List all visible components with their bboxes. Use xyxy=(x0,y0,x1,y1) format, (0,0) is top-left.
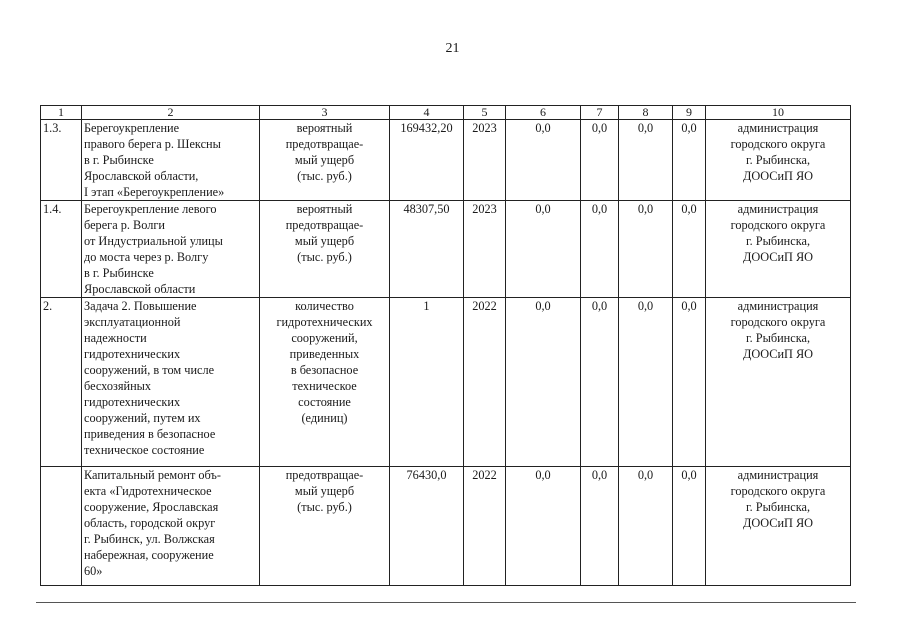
indicator-name: вероятный предотвращае- мый ущерб (тыс. руб.) xyxy=(260,120,390,201)
program-table xyxy=(40,105,851,586)
indicator-name: количество гидротехнических сооружений, приведенных в безопасное техническое состояние (единиц) xyxy=(260,298,390,467)
value-col8: 0,0 xyxy=(619,298,673,467)
measure-name: Задача 2. Повышение эксплуатационной надежности гидротехнических сооружений, в том числе бесхозяйных гидротехнических сооружений, путем их приведения в безопасное техническое состояние xyxy=(82,298,260,467)
executor: администрация городского округа г. Рыбинска, ДООСиП ЯО xyxy=(706,298,851,467)
value-col7: 0,0 xyxy=(581,201,619,298)
table-row xyxy=(41,467,851,586)
value-col8: 0,0 xyxy=(619,467,673,586)
executor: администрация городского округа г. Рыбинска, ДООСиП ЯО xyxy=(706,467,851,586)
table-row xyxy=(41,298,851,467)
indicator-name: предотвращае- мый ущерб (тыс. руб.) xyxy=(260,467,390,586)
value-col7: 0,0 xyxy=(581,298,619,467)
value-col9: 0,0 xyxy=(673,201,706,298)
row-number: 2. xyxy=(41,298,82,467)
executor: администрация городского округа г. Рыбинска, ДООСиП ЯО xyxy=(706,120,851,201)
value-col6: 0,0 xyxy=(506,201,581,298)
value-col7: 0,0 xyxy=(581,467,619,586)
column-number: 9 xyxy=(673,106,706,120)
measure-name: Берегоукрепление правого берега р. Шексны в г. Рыбинске Ярославской области, I этап «Берегоукрепление» xyxy=(82,120,260,201)
indicator-value: 48307,50 xyxy=(390,201,464,298)
value-col7: 0,0 xyxy=(581,120,619,201)
value-col9: 0,0 xyxy=(673,298,706,467)
year: 2022 xyxy=(464,298,506,467)
column-number-row xyxy=(41,106,851,120)
indicator-value: 76430,0 xyxy=(390,467,464,586)
column-number: 10 xyxy=(706,106,851,120)
page-number: 21 xyxy=(445,41,460,56)
table-row xyxy=(41,201,851,298)
column-number: 8 xyxy=(619,106,673,120)
bottom-rule xyxy=(36,602,856,603)
indicator-name: вероятный предотвращае- мый ущерб (тыс. руб.) xyxy=(260,201,390,298)
column-number: 5 xyxy=(464,106,506,120)
value-col8: 0,0 xyxy=(619,120,673,201)
column-number: 6 xyxy=(506,106,581,120)
value-col6: 0,0 xyxy=(506,120,581,201)
value-col8: 0,0 xyxy=(619,201,673,298)
year: 2022 xyxy=(464,467,506,586)
year: 2023 xyxy=(464,201,506,298)
row-number xyxy=(41,467,82,586)
table-row xyxy=(41,120,851,201)
measure-name: Берегоукрепление левого берега р. Волги от Индустриальной улицы до моста через р. Волгу в г. Рыбинске Ярославской области xyxy=(82,201,260,298)
column-number: 3 xyxy=(260,106,390,120)
value-col6: 0,0 xyxy=(506,298,581,467)
value-col9: 0,0 xyxy=(673,120,706,201)
value-col9: 0,0 xyxy=(673,467,706,586)
column-number: 7 xyxy=(581,106,619,120)
column-number: 1 xyxy=(41,106,82,120)
measure-name: Капитальный ремонт объ- екта «Гидротехническое сооружение, Ярославская область, городской округ г. Рыбинск, ул. Волжская набережная, сооружение 60» xyxy=(82,467,260,586)
year: 2023 xyxy=(464,120,506,201)
executor: администрация городского округа г. Рыбинска, ДООСиП ЯО xyxy=(706,201,851,298)
row-number: 1.3. xyxy=(41,120,82,201)
indicator-value: 1 xyxy=(390,298,464,467)
column-number: 2 xyxy=(82,106,260,120)
row-number: 1.4. xyxy=(41,201,82,298)
column-number: 4 xyxy=(390,106,464,120)
indicator-value: 169432,20 xyxy=(390,120,464,201)
value-col6: 0,0 xyxy=(506,467,581,586)
